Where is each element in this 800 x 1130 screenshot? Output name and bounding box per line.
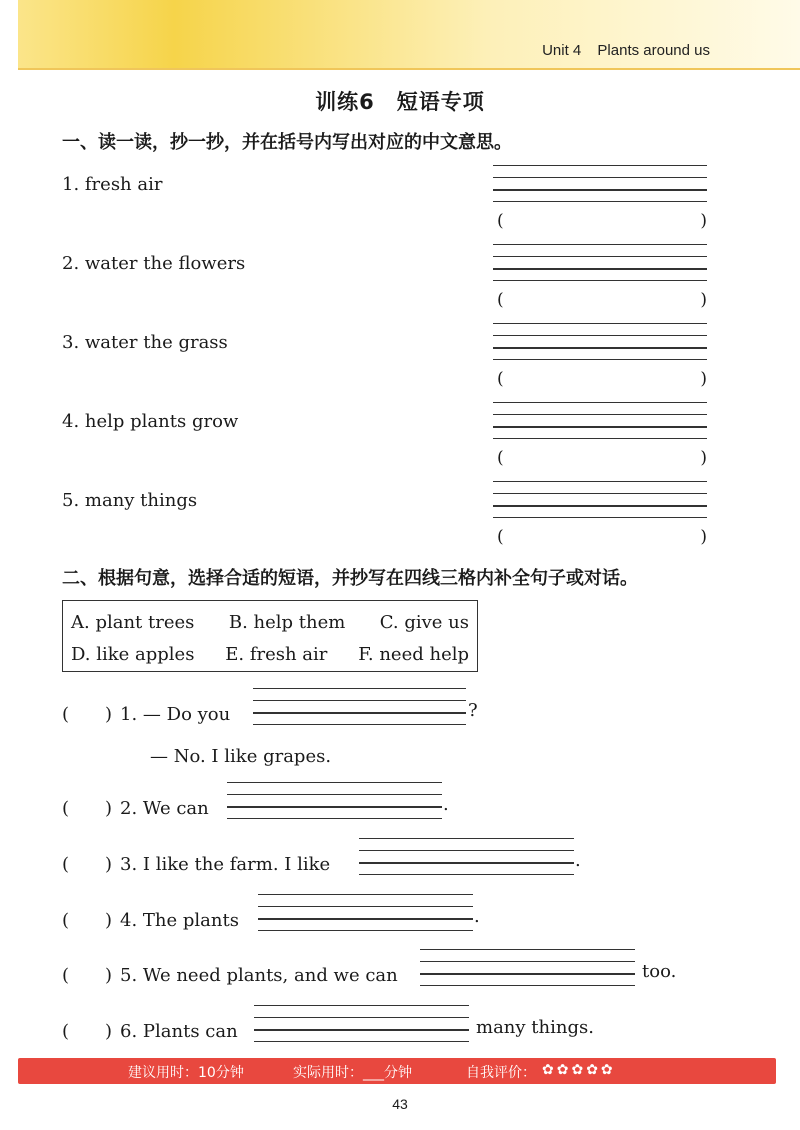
question-number: 5.	[120, 965, 138, 986]
option-e: E. fresh air	[225, 644, 328, 665]
writing-lines[interactable]	[493, 323, 707, 359]
question-tail: .	[474, 906, 480, 927]
question-tail: .	[575, 850, 581, 871]
question-text: The plants	[142, 910, 239, 931]
translation-slot[interactable]: ( )	[497, 211, 707, 231]
footer-bar	[18, 1058, 776, 1084]
option-b: B. help them	[228, 612, 346, 633]
question-number: 1.	[120, 704, 138, 725]
header-rule	[18, 68, 800, 70]
question-text: I like the farm. I like	[142, 854, 331, 875]
translation-slot[interactable]: ( )	[497, 290, 707, 310]
question-3	[62, 850, 330, 876]
writing-lines[interactable]	[420, 949, 635, 985]
answer-paren[interactable]: ( )	[62, 798, 113, 819]
question-text: — Do you	[142, 704, 231, 725]
suggested-time: 建议用时：10分钟	[128, 1065, 244, 1081]
option-d: D. like apples	[71, 644, 195, 665]
rating-stars-icon[interactable]: ✿✿✿✿✿	[542, 1062, 616, 1078]
writing-lines[interactable]	[493, 244, 707, 280]
writing-lines[interactable]	[253, 688, 466, 724]
page-title: 训练6 短语专项	[315, 90, 485, 114]
question-text: Plants can	[142, 1021, 238, 1042]
unit-number: Unit 4	[542, 42, 582, 59]
writing-lines[interactable]	[493, 165, 707, 201]
phrase-item: 1. fresh air	[62, 174, 163, 195]
answer-paren[interactable]: ( )	[62, 1021, 113, 1042]
phrase-item: 5. many things	[62, 490, 198, 511]
actual-time[interactable]: 实际用时：___分钟	[293, 1065, 412, 1081]
phrase-item: 4. help plants grow	[62, 411, 239, 432]
translation-slot[interactable]: ( )	[497, 369, 707, 389]
question-number: 2.	[120, 798, 138, 819]
reply-line: — No. I like grapes.	[150, 746, 332, 767]
writing-lines[interactable]	[359, 838, 574, 874]
question-number: 4.	[120, 910, 138, 931]
phrase-item: 3. water the grass	[62, 332, 228, 353]
question-number: 6.	[120, 1021, 138, 1042]
unit-label	[542, 42, 710, 59]
question-4	[62, 906, 239, 932]
option-c: C. give us	[379, 612, 469, 633]
translation-slot[interactable]: ( )	[497, 527, 707, 547]
unit-title: Plants around us	[597, 42, 710, 59]
translation-slot[interactable]: ( )	[497, 448, 707, 468]
question-6	[62, 1017, 238, 1043]
writing-lines[interactable]	[258, 894, 473, 930]
writing-lines[interactable]	[254, 1005, 469, 1041]
section2-heading: 二、根据句意，选择合适的短语，并抄写在四线三格内补全句子或对话。	[62, 568, 638, 589]
page-number: 43	[392, 1096, 408, 1112]
option-a: A. plant trees	[71, 612, 195, 633]
question-text: We need plants, and we can	[142, 965, 398, 986]
question-tail: too.	[642, 961, 677, 982]
question-2	[62, 794, 209, 820]
question-text: We can	[142, 798, 209, 819]
question-1	[62, 700, 230, 726]
writing-lines[interactable]	[493, 402, 707, 438]
option-f: F. need help	[358, 644, 469, 665]
writing-lines[interactable]	[493, 481, 707, 517]
answer-paren[interactable]: ( )	[62, 965, 113, 986]
answer-paren[interactable]: ( )	[62, 854, 113, 875]
answer-paren[interactable]: ( )	[62, 704, 113, 725]
question-number: 3.	[120, 854, 138, 875]
writing-lines[interactable]	[227, 782, 442, 818]
self-eval-label: 自我评价：	[466, 1065, 536, 1081]
question-5	[62, 961, 398, 987]
section1-heading: 一、读一读，抄一抄，并在括号内写出对应的中文意思。	[62, 132, 512, 153]
question-tail: .	[443, 794, 449, 815]
question-tail: ?	[468, 700, 478, 721]
answer-paren[interactable]: ( )	[62, 910, 113, 931]
phrase-item: 2. water the flowers	[62, 253, 246, 274]
question-tail: many things.	[476, 1017, 594, 1038]
options-box	[62, 600, 478, 672]
